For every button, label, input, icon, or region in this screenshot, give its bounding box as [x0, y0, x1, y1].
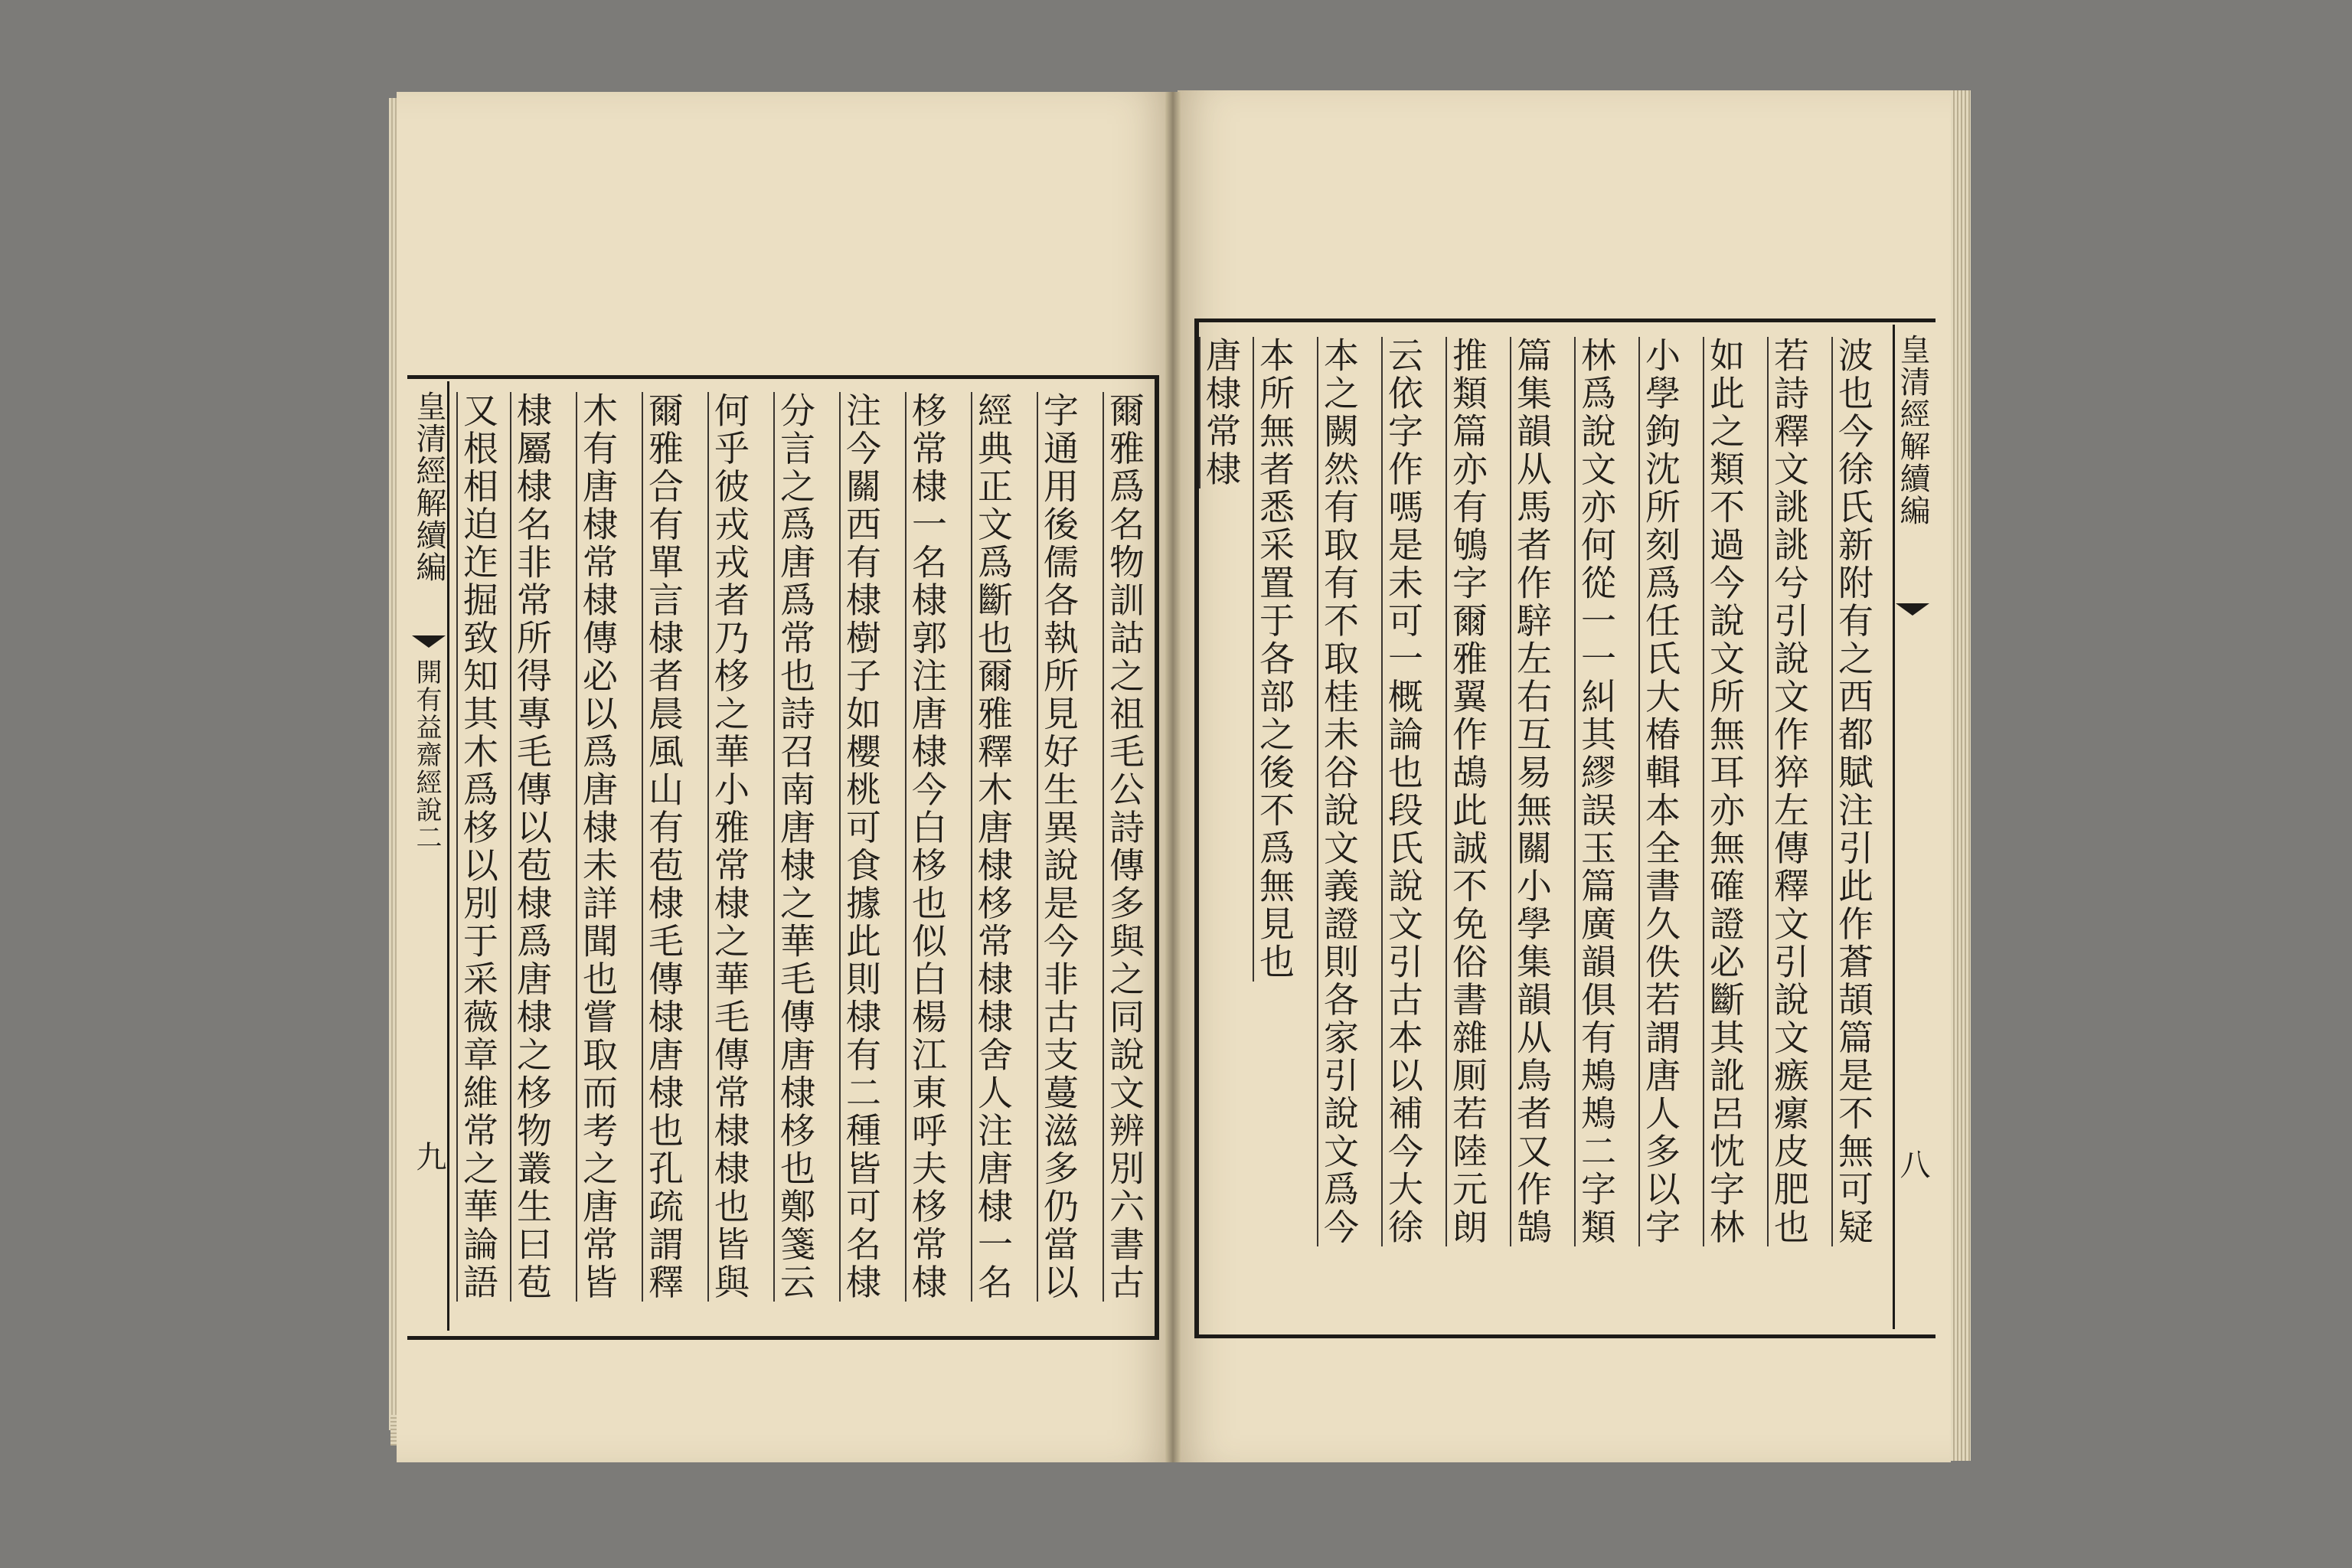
left-text-column: 爾雅合有單言棣者晨風山有苞棣毛傳棣唐棣也孔疏謂釋 [643, 392, 684, 1302]
left-banxin-subtitle: 開有益齋經說二 [411, 658, 442, 851]
left-text-column: 經典正文爲斷也爾雅釋木唐棣栘常棣棣舍人注唐棣一名 [972, 392, 1014, 1302]
right-section-heading: 唐棣常棣 [1200, 337, 1242, 488]
right-banxin-title: 皇清經解續編 [1895, 334, 1930, 527]
left-fish-tail-mark [412, 635, 446, 648]
left-text-column: 字通用後儒各執所見好生異說是今非古支蔓滋多仍當以 [1038, 392, 1080, 1302]
page-stack-right-edge [1951, 90, 1971, 1461]
right-text-column: 云依字作嗎是未可一概論也段氏說文引古本以補今大徐 [1383, 337, 1424, 1246]
left-text-column: 又根相迫迮掘致知其木爲栘以別于采薇章維常之華論語 [458, 392, 499, 1302]
right-text-column: 若詩釋文誂誂兮引說文作猝左傳釋文引說文瘯瘰皮肥也 [1769, 337, 1810, 1246]
right-text-column: 推類篇亦有鴝字爾雅翼作鴣此誠不免俗書雜厠若陸元朗 [1447, 337, 1488, 1246]
left-text-column: 棣屬棣名非常所得專毛傳以苞棣爲唐棣之栘物叢生曰苞 [511, 392, 553, 1302]
right-text-column: 小學鉤沈所刻爲任氏大椿輯本全書久佚若謂唐人多以字 [1640, 337, 1681, 1246]
right-text-column: 波也今徐氏新附有之西都賦注引此作蒼頡篇是不無可疑 [1833, 337, 1874, 1246]
left-text-column: 何乎彼戎戎者乃栘之華小雅常棣之華毛傳常棣棣也皆與 [709, 392, 750, 1302]
right-text-column: 本所無者悉采置于各部之後不爲無見也 [1254, 337, 1295, 982]
book-gutter [1165, 92, 1181, 1462]
right-fish-tail-mark [1896, 603, 1929, 616]
left-text-column: 栘常棣一名棣郭注唐棣今白栘也似白楊江東呼夫栘常棣 [906, 392, 948, 1302]
right-text-column: 本之闕然有取有不取桂未谷說文義證則各家引說文爲今 [1318, 337, 1360, 1246]
right-page-frame [1194, 318, 1936, 1338]
right-page-number: 八 [1895, 1148, 1930, 1181]
right-text-column: 如此之類不過今說文所無耳亦無確證必斷其訛呂忱字林 [1704, 337, 1746, 1246]
left-page-number: 九 [411, 1141, 446, 1173]
left-text-column: 爾雅爲名物訓詁之祖毛公詩傳多與之同說文辨別六書古 [1104, 392, 1145, 1302]
left-banxin-title: 皇清經解續編 [411, 390, 446, 583]
left-text-column: 木有唐棣常棣傳必以爲唐棣未詳聞也嘗取而考之唐常皆 [577, 392, 619, 1302]
left-text-column: 注今關西有棣樹子如櫻桃可食據此則棣有二種皆可名棣 [841, 392, 882, 1302]
left-text-column: 分言之爲唐爲常也詩召南唐棣之華毛傳唐棣栘也鄭箋云 [775, 392, 816, 1302]
right-text-column: 林爲說文亦何從一一糾其繆誤玉篇廣韻俱有鴂鴂二字類 [1576, 337, 1617, 1246]
right-text-column: 篇集韻从馬者作騂左右互易無關小學集韻从鳥者又作鵠 [1511, 337, 1553, 1246]
